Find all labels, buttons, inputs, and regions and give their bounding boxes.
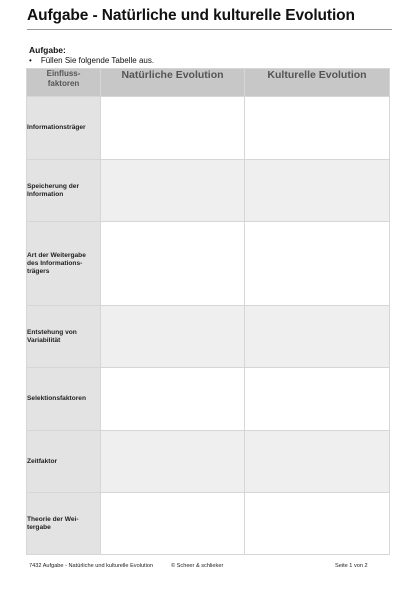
- natural-cell[interactable]: [101, 431, 245, 493]
- cultural-cell[interactable]: [245, 222, 390, 306]
- evolution-table: [26, 68, 390, 555]
- cultural-cell[interactable]: [245, 97, 390, 160]
- footer-copyright: © Scheer & schlieker: [171, 563, 224, 569]
- row-label-text: Informationsträger: [27, 124, 86, 131]
- row-label-text: Speicherung der: [27, 182, 80, 190]
- header-factors: [27, 69, 101, 97]
- bullet-icon: •: [29, 56, 32, 65]
- natural-cell[interactable]: [101, 368, 245, 431]
- header-natural-evolution: Natürliche Evolution: [101, 69, 245, 97]
- task-label: Aufgabe:: [29, 45, 66, 55]
- table-header-row: [27, 69, 390, 97]
- footer-page-number: Seite 1 von 2: [335, 563, 368, 569]
- cultural-cell[interactable]: [245, 160, 390, 222]
- row-label: [27, 97, 101, 160]
- row-label-text: Selektionsfaktoren: [27, 395, 86, 402]
- row-label: [27, 222, 101, 306]
- row-label: [27, 431, 101, 493]
- natural-cell[interactable]: [101, 160, 245, 222]
- table-row: [27, 222, 390, 306]
- row-label: [27, 368, 101, 431]
- cultural-cell[interactable]: [245, 493, 390, 555]
- row-label: [27, 493, 101, 555]
- cultural-cell[interactable]: [245, 368, 390, 431]
- header-factors-line1: Einfluss-: [46, 69, 81, 78]
- table-row: [27, 97, 390, 160]
- header-cultural-evolution: Kulturelle Evolution: [245, 69, 390, 97]
- row-label-text: tergabe: [27, 523, 51, 531]
- table-row: [27, 306, 390, 368]
- task-instruction: [29, 56, 154, 65]
- row-label: [27, 306, 101, 368]
- cultural-cell[interactable]: [245, 431, 390, 493]
- row-label-text: Entstehung von: [27, 328, 77, 336]
- header-factors-line2: faktoren: [47, 78, 80, 88]
- row-label-text: Zeitfaktor: [27, 457, 58, 465]
- row-label-text: Theorie der Wei-: [27, 515, 79, 523]
- row-label-text: des Informations-: [27, 259, 83, 267]
- table-row: [27, 368, 390, 431]
- row-label-text: Information: [27, 190, 64, 198]
- row-label-text: Variabilität: [27, 336, 61, 344]
- natural-cell[interactable]: [101, 222, 245, 306]
- page-title: Aufgabe - Natürliche und kulturelle Evolution: [27, 7, 355, 24]
- table-row: [27, 431, 390, 493]
- natural-cell[interactable]: [101, 97, 245, 160]
- row-label: [27, 160, 101, 222]
- row-label-text: trägers: [27, 267, 50, 275]
- cultural-cell[interactable]: [245, 306, 390, 368]
- task-instruction-text: Füllen Sie folgende Tabelle aus.: [40, 56, 155, 65]
- footer-document-title: 7432 Aufgabe - Natürliche und kulturelle Evolution: [29, 563, 154, 569]
- title-divider: [27, 29, 392, 30]
- table-row: [27, 160, 390, 222]
- row-label-text: Art der Weitergabe: [27, 251, 86, 259]
- table-row: [27, 493, 390, 555]
- natural-cell[interactable]: [101, 306, 245, 368]
- natural-cell[interactable]: [101, 493, 245, 555]
